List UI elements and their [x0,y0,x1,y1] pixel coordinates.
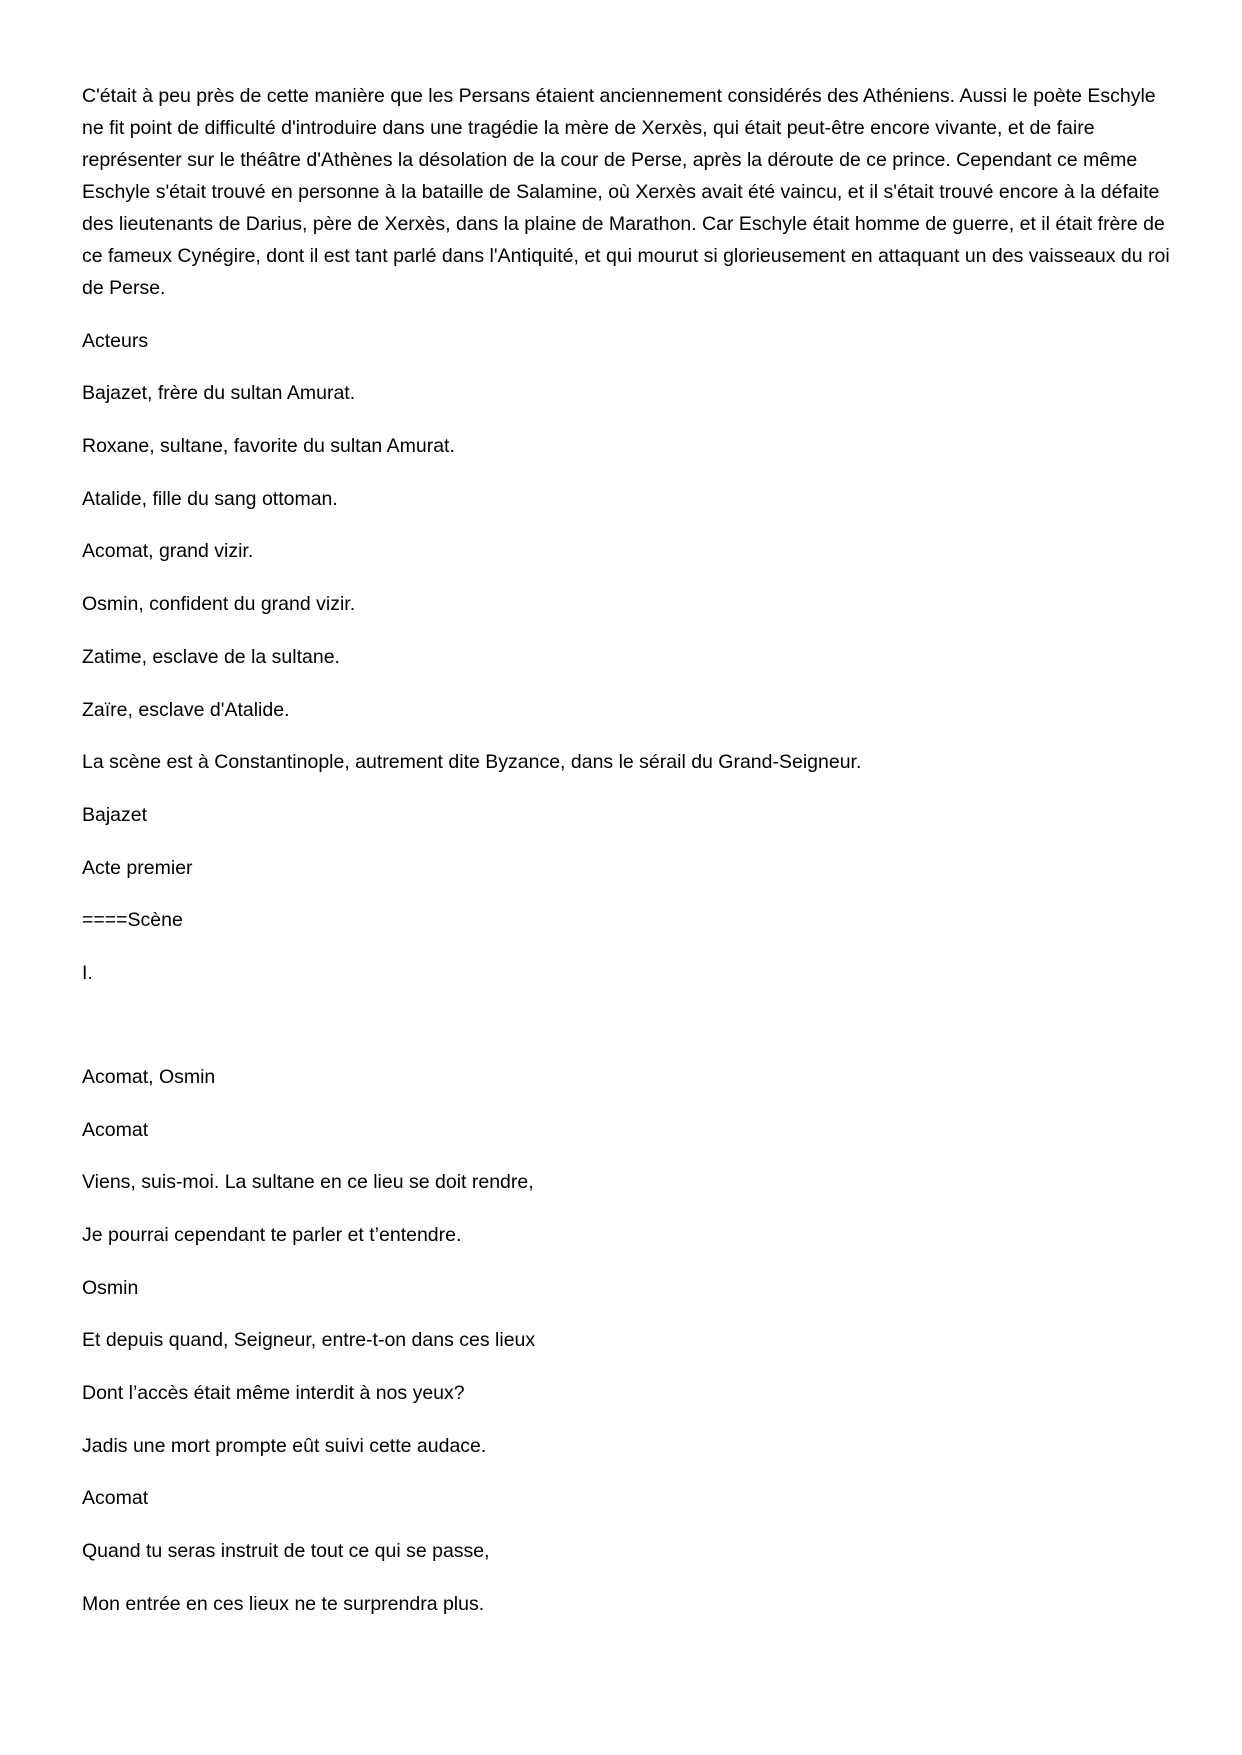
intro-paragraph: C'était à peu près de cette manière que les Persans étaient anciennement considérés des Athéniens. Aussi le poète Eschyle ne fit point de difficulté d'introduire dans une tragédie la mère de Xerxès, qui était peut-être encore vivante, et de faire représenter sur le théâtre d'Athènes la désolation de la cour de Perse, après la déroute de ce prince. Cependant ce même Eschyle s'était trouvé en personne à la bataille de Salamine, où Xerxès avait été vaincu, et il s'était trouvé encore à la défaite des lieutenants de Darius, père de Xerxès, dans la plaine de Marathon. Car Eschyle était homme de guerre, et il était frère de ce fameux Cynégire, dont il est tant parlé dans l'Antiquité, et qui mourut si glorieusement en attaquant un des vaisseaux du roi de Perse. [82,85,1170,299]
character-zatime: Zatime, esclave de la sultane. [82,645,340,668]
play-title: Bajazet [82,803,148,826]
speaker-name: Acomat [82,1118,149,1141]
act-heading: Acte premier [82,856,193,879]
character-acomat: Acomat, grand vizir. [82,540,254,563]
verse-line: Mon entrée en ces lieux ne te surprendra plus. [82,1592,485,1615]
verse-line: Jadis une mort prompte eût suivi cette audace. [82,1434,487,1457]
verse-line: Quand tu seras instruit de tout ce qui se passe, [82,1540,490,1563]
character-bajazet: Bajazet, frère du sultan Amurat. [82,382,356,405]
scene-heading: ====Scène [82,909,183,932]
verse-line: Dont l’accès était même interdit à nos yeux? [82,1382,465,1405]
speaker-name: Acomat [82,1487,149,1510]
document-page [82,80,1172,1620]
scene-characters: Acomat, Osmin [82,1065,216,1088]
scene-setting: La scène est à Constantinople, autrement dite Byzance, dans le sérail du Grand-Seigneur. [82,751,862,774]
character-atalide: Atalide, fille du sang ottoman. [82,487,338,510]
character-zaire: Zaïre, esclave d'Atalide. [82,698,290,721]
verse-line: Je pourrai cependant te parler et t’entendre. [82,1224,462,1246]
character-osmin: Osmin, confident du grand vizir. [82,593,356,616]
verse-line: Et depuis quand, Seigneur, entre-t-on dans ces lieux [82,1329,536,1352]
verse-line: Viens, suis-moi. La sultane en ce lieu se doit rendre, [82,1171,534,1194]
scene-number: I. [82,961,93,984]
speaker-name: Osmin [82,1276,139,1299]
character-roxane: Roxane, sultane, favorite du sultan Amurat. [82,435,455,458]
actors-heading: Acteurs [82,329,149,352]
